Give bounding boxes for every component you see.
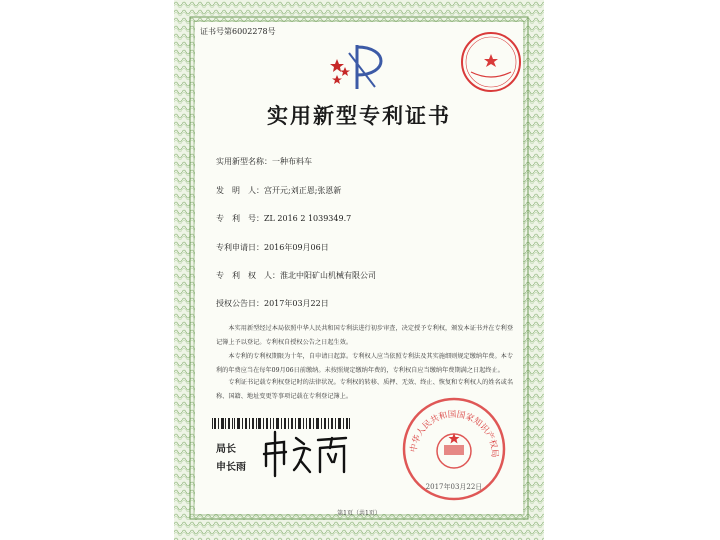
cnipa-logo xyxy=(327,41,393,94)
field-label: 授权公告日： xyxy=(216,299,264,308)
certificate-title: 实用新型专利证书 xyxy=(267,103,451,128)
national-ip-administration-seal xyxy=(400,395,508,503)
field-value: 2016年09月06日 xyxy=(264,243,329,252)
handwritten-signature xyxy=(260,426,350,482)
paragraph-term-statement: 本专利的专利权期限为十年，自申请日起算。专利权人应当依照专利法及其实施细则规定缴纳年费。本专利的年费应当在每年09月06日前缴纳。未按照规定缴纳年费的，专利权自应当缴纳年费期满之日起终止。 xyxy=(216,353,514,374)
field-patentee xyxy=(216,270,376,281)
page-footer: 第1页（共1页） xyxy=(337,510,381,517)
paragraph-legal-status: 专利证书记载专利权登记时的法律状况。专利权的转移、质押、无效、终止、恢复和专利权人的姓名或名称、国籍、地址变更等事项记载在专利登记簿上。 xyxy=(216,379,514,400)
field-value: ZL 2016 2 1039349.7 xyxy=(264,214,352,223)
field-utility-model-name xyxy=(216,156,312,167)
field-label: 专 利 权 人： xyxy=(216,271,280,280)
field-value: 淮北中阳矿山机械有限公司 xyxy=(280,271,376,280)
field-inventors xyxy=(216,185,341,196)
field-value: 2017年03月22日 xyxy=(264,299,329,308)
field-grant-date xyxy=(216,298,329,309)
field-filing-date xyxy=(216,242,329,253)
certificate xyxy=(174,0,544,540)
field-label: 实用新型名称： xyxy=(216,157,272,166)
signature-role: 局长 xyxy=(216,444,236,455)
field-label: 发 明 人： xyxy=(216,186,264,195)
signature-name: 申长雨 xyxy=(216,462,246,473)
paragraph-grant-statement: 本实用新型经过本局依照中华人民共和国专利法进行初步审查，决定授予专利权，颁发本证书并在专利登记簿上予以登记。专利权自授权公告之日起生效。 xyxy=(216,325,514,346)
field-label: 专利申请日： xyxy=(216,243,264,252)
patent-seal-small xyxy=(459,30,523,94)
seal-arc-text: 中华人民共和国国家知识产权局 xyxy=(408,409,500,458)
field-value: 一种布料车 xyxy=(272,157,312,166)
certificate-number: 证书号第6002278号 xyxy=(200,27,276,36)
seal-date: 2017年03月22日 xyxy=(425,483,483,491)
field-label: 专 利 号： xyxy=(216,214,264,223)
field-patent-number xyxy=(216,213,351,224)
field-value: 宫开元;刘正恩;张恩新 xyxy=(264,186,342,195)
